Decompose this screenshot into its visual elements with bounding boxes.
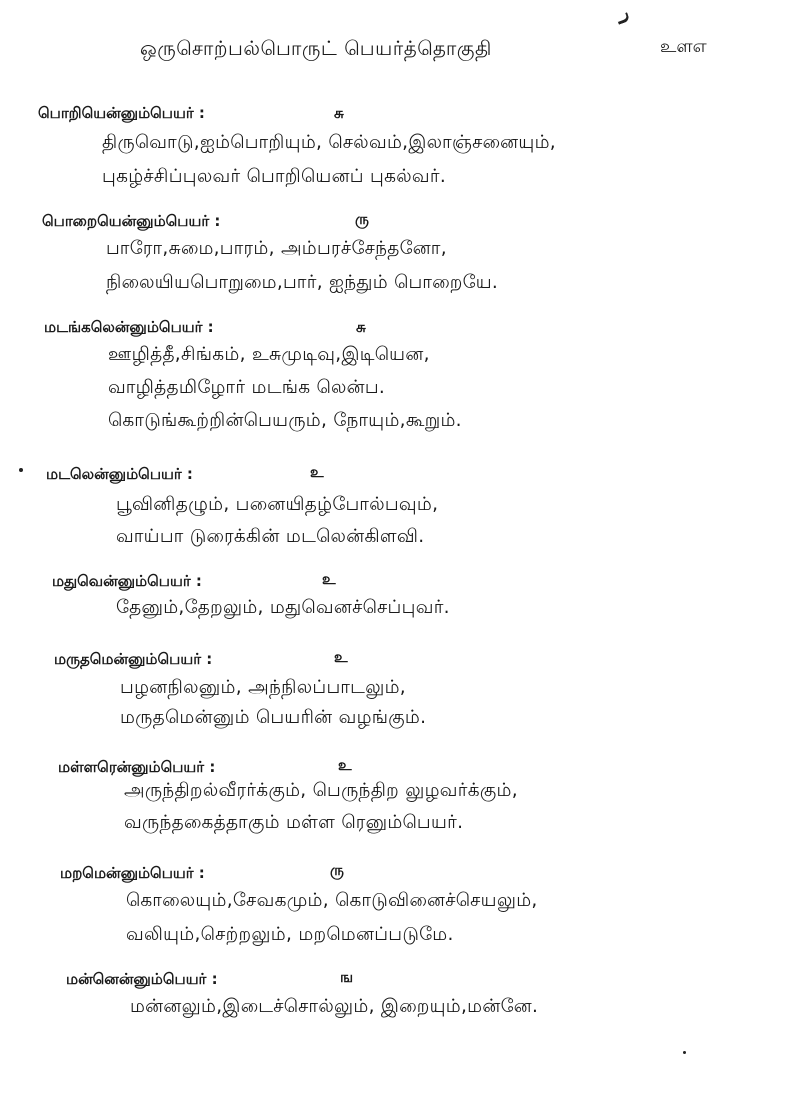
entry-title: மள்ளரென்னும்பெயர் :: [58, 758, 216, 776]
entry-verse-count: உ: [310, 463, 324, 481]
verse-line: மன்னலும்,இடைச்சொல்லும், இறையும்,மன்னே.: [130, 996, 539, 1017]
entry-verse-count: உ: [322, 570, 336, 588]
verse-line: கொடுங்கூற்றின்பெயரும், நோயும்,கூறும்.: [108, 410, 462, 431]
verse-line: பாரோ,சுமை,பாரம், அம்பரச்சேந்தனோ,: [106, 238, 447, 259]
entry-verse-count: உ: [338, 756, 352, 774]
entry-verse-count: உ: [334, 648, 348, 666]
verse-line: தேனும்,தேறலும், மதுவெனச்செப்புவர்.: [116, 597, 450, 618]
entry-title: மதுவென்னும்பெயர் :: [52, 572, 202, 590]
verse-line: திருவொடு,ஐம்பொறியும், செல்வம்,இலாஞ்சனையும்,: [102, 132, 556, 153]
entry-title: மருதமென்னும்பெயர் :: [54, 650, 213, 668]
page-header-title: ஒருசொற்பல்பொருட் பெயர்த்தொகுதி: [140, 36, 492, 60]
entry-verse-count: சு: [356, 318, 366, 336]
verse-line: மருதமென்னும் பெயரின் வழங்கும்.: [120, 707, 427, 728]
entry-verse-count: ரு: [355, 210, 369, 228]
verse-line: வலியும்,செற்றலும், மறமெனப்படுமே.: [126, 924, 454, 945]
entry-verse-count: ரு: [330, 861, 344, 879]
ink-mark: [616, 12, 630, 25]
verse-line: ஊழித்தீ,சிங்கம், உசுமுடிவு,இடியென,: [108, 344, 430, 365]
verse-line: அருந்திறல்வீரர்க்கும், பெருந்திற லுழவர்க்கும்,: [124, 780, 518, 801]
verse-line: வாழித்தமிழோர் மடங்க லென்ப.: [108, 377, 386, 398]
verse-line: கொலையும்,சேவகமும், கொடுவினைச்செயலும்,: [126, 890, 538, 911]
ink-speck: [19, 468, 23, 472]
verse-line: பூவினிதழும், பனையிதழ்போல்பவும்,: [116, 494, 439, 515]
ink-speck: [683, 1051, 686, 1054]
entry-title: பொறையென்னும்பெயர் :: [42, 212, 221, 230]
verse-line: வாய்பா டுரைக்கின் மடலென்கிளவி.: [116, 526, 425, 547]
entry-verse-count: சு: [334, 104, 344, 122]
entry-title: மறமென்னும்பெயர் :: [60, 864, 205, 882]
entry-title: பொறியென்னும்பெயர் :: [38, 104, 205, 122]
entry-verse-count: ங: [340, 968, 354, 986]
entry-title: மன்னென்னும்பெயர் :: [66, 970, 218, 988]
verse-line: வருந்தகைத்தாகும் மள்ள ரெனும்பெயர்.: [124, 812, 464, 833]
entry-title: மடலென்னும்பெயர் :: [46, 465, 193, 483]
verse-line: பழனநிலனும், அந்நிலப்பாடலும்,: [120, 677, 406, 698]
page-number: உளஎ: [660, 36, 707, 57]
verse-line: புகழ்ச்சிப்புலவர் பொறியெனப் புகல்வர்.: [102, 166, 447, 187]
verse-line: நிலையியபொறுமை,பார், ஐந்தும் பொறையே.: [106, 272, 499, 293]
entry-title: மடங்கலென்னும்பெயர் :: [44, 318, 214, 336]
